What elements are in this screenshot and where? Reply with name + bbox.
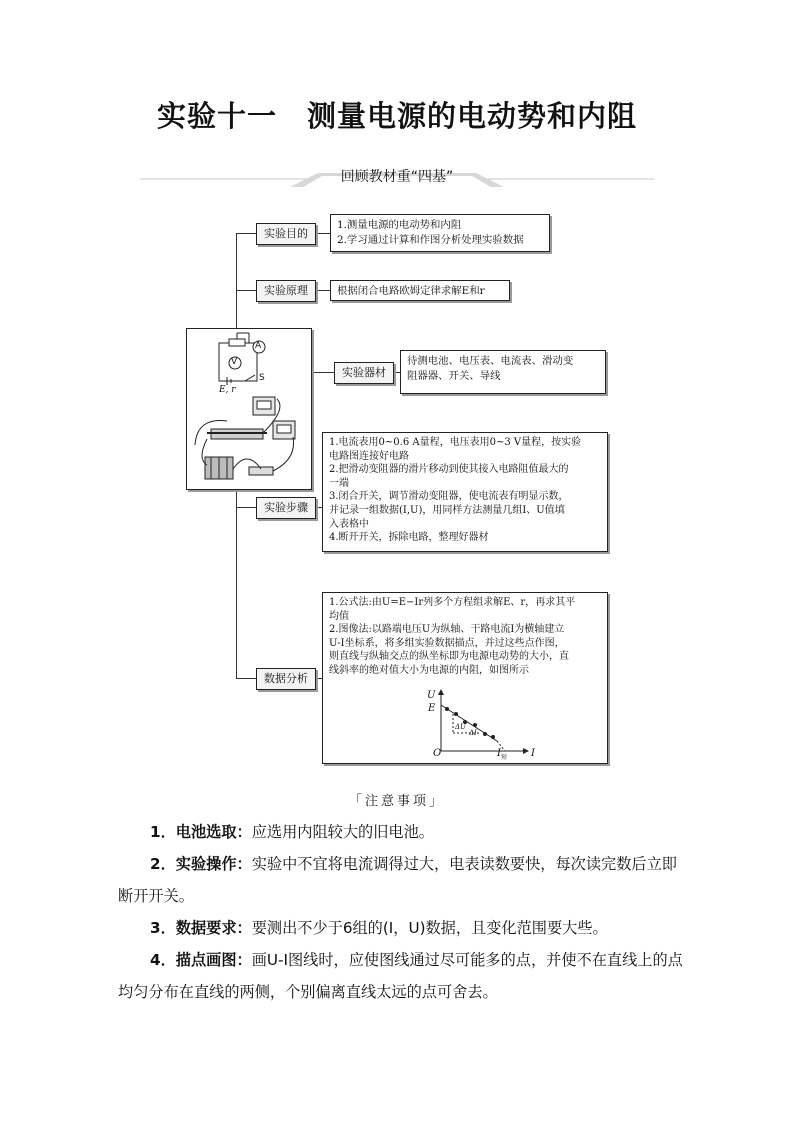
tag-principle: 实验原理 xyxy=(256,280,316,302)
tag-purpose: 实验目的 xyxy=(256,223,316,245)
note-item xyxy=(118,848,688,912)
analysis-line: U-I坐标系，将多组实验数据描点，并过这些点作图， xyxy=(329,637,565,649)
steps-line: 4.断开开关，拆除电路，整理好器材 xyxy=(329,532,489,544)
equipment-line: 阻器器、开关、导线 xyxy=(407,369,501,382)
steps-line: 2.把滑动变阻器的滑片移动到使其接入电路阻值最大的 xyxy=(329,464,569,476)
note-text: 应选用内阻较大的旧电池。 xyxy=(251,823,434,841)
circuit-diagram xyxy=(187,329,311,489)
graph-delta-i: ΔI xyxy=(469,729,477,737)
note-heading: 数据要求： xyxy=(175,919,252,937)
purpose-line: 2.学习通过计算和作图分析处理实验数据 xyxy=(337,233,524,246)
branch-line xyxy=(236,233,256,234)
analysis-line: 1.公式法:由U=E−Ir列多个方程组求解E、r，再求其平 xyxy=(329,597,576,608)
note-text: 画U-I图线时，应使图线通过尽可能多的点，并使不在直线上的点均匀分布在直线的两侧，个别偏离直线太远的点可舍去。 xyxy=(118,951,683,1001)
purpose-box xyxy=(330,214,550,252)
steps-line: 3.闭合开关，调节滑动变阻器，使电流表有明显示数， xyxy=(329,491,569,503)
note-number: 1． xyxy=(150,823,176,841)
connector-line xyxy=(314,290,330,291)
graph-intercept-x xyxy=(497,747,507,765)
steps-box xyxy=(322,432,608,552)
analysis-box xyxy=(322,592,608,764)
branch-line xyxy=(236,678,256,679)
steps-line: 电路图连接好电路 xyxy=(329,450,409,462)
principle-line: 根据闭合电路欧姆定律求解E和r xyxy=(337,285,485,297)
voltmeter-label: V xyxy=(231,357,238,367)
analysis-line: 线斜率的绝对值大小为电源的内阻，如图所示 xyxy=(329,664,529,676)
source-label: E, r xyxy=(219,385,236,395)
purpose-line: 1.测量电源的电动势和内阻 xyxy=(337,219,462,231)
note-number: 2． xyxy=(150,855,176,873)
section-banner: 回顾教材重“四基” xyxy=(340,169,454,185)
branch-line xyxy=(236,290,256,291)
steps-line: 1.电流表用0~0.6 A量程，电压表用0~3 V量程，按实验 xyxy=(329,437,582,448)
steps-line: 入表格中 xyxy=(329,518,369,530)
note-number: 3． xyxy=(150,919,176,937)
graph-intercept-y: E xyxy=(428,703,436,714)
steps-line: 并记录一组数据(I,U)，用同样方法测量几组I、U值填 xyxy=(329,504,565,516)
switch-label: S xyxy=(259,373,265,383)
tag-steps: 实验步骤 xyxy=(256,497,316,519)
apparatus-image-box xyxy=(186,328,312,490)
page-title: 实验十一 测量电源的电动势和内阻 xyxy=(156,99,637,133)
note-text: 要测出不少于6组的(I，U)数据，且变化范围要大些。 xyxy=(251,919,608,937)
principle-box xyxy=(330,280,510,301)
equipment-line: 待测电池、电压表、电流表、滑动变 xyxy=(407,355,574,367)
graph-intercept-x-letter: I xyxy=(497,748,501,759)
note-heading: 描点画图： xyxy=(175,951,252,969)
analysis-line: 则直线与纵轴交点的纵坐标即为电源电动势的大小，直 xyxy=(329,651,569,663)
graph-y-axis-label: U xyxy=(427,690,436,701)
connector-line xyxy=(314,233,330,234)
note-number: 4． xyxy=(150,951,176,969)
graph-intercept-x-sub: 短 xyxy=(500,754,507,761)
note-item xyxy=(118,944,688,1008)
graph-origin: O xyxy=(433,748,442,759)
analysis-line: 2.图像法:以路端电压U为纵轴、干路电流I为横轴建立 xyxy=(329,624,565,636)
note-item xyxy=(118,816,688,848)
steps-line: 一端 xyxy=(329,477,349,489)
note-heading: 实验操作： xyxy=(175,855,252,873)
branch-line xyxy=(236,507,256,508)
note-text: 实验中不宜将电流调得过大，电表读数要快，每次读完数后立即断开开关。 xyxy=(118,855,677,905)
analysis-line: 均值 xyxy=(329,610,349,622)
notes-heading: 「注意事项」 xyxy=(348,794,445,809)
graph-delta-u: ΔU xyxy=(455,723,466,731)
ammeter-label: A xyxy=(255,341,262,351)
equipment-box xyxy=(400,350,606,394)
tag-analysis: 数据分析 xyxy=(256,668,316,690)
note-item xyxy=(118,912,688,944)
tag-equipment: 实验器材 xyxy=(334,362,394,384)
note-heading: 电池选取： xyxy=(175,823,252,841)
graph-x-axis-label: I xyxy=(531,748,535,759)
branch-line xyxy=(310,372,334,373)
